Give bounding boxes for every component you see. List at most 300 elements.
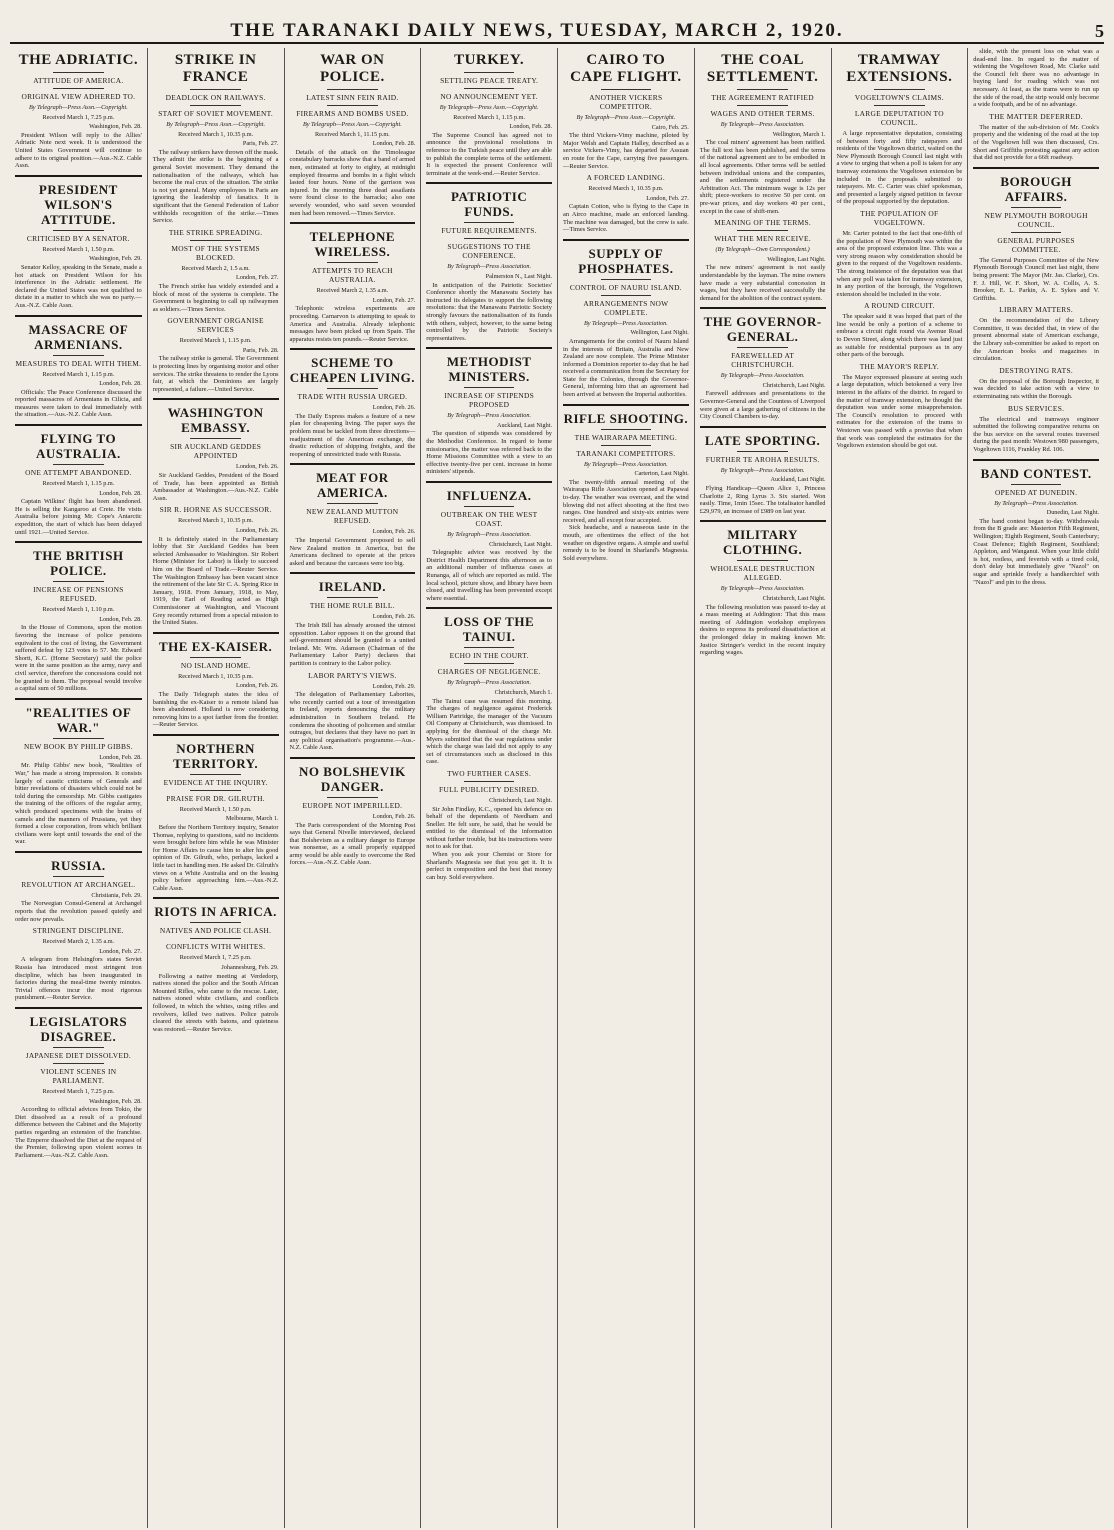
article-headline: RUSSIA. xyxy=(51,857,106,873)
article-body-wrapper xyxy=(15,956,142,1002)
article-received-time: Received March 1, 7.25 p.m. xyxy=(42,1088,115,1095)
article-body-wrapper xyxy=(700,604,826,657)
news-article xyxy=(15,926,142,1002)
news-article xyxy=(15,541,142,693)
rule xyxy=(327,503,377,504)
article-dateline: London, Feb. 27. xyxy=(372,296,416,304)
article-body: Following a native meeting at Verdedorp, natives stoned the police and the South African Mounted Rifles, who came to the rescue. Later, natives stoned white civilians, and conflicts followed, in which the whites, using rifles and revolvers, killed two natives. Police patrols cleared the streets with batons, and quietness was restored.—Reuter Service. xyxy=(152,972,279,1033)
article-body-wrapper xyxy=(153,472,279,502)
article-headline: MEAT FOR AMERICA. xyxy=(316,470,389,501)
rule xyxy=(190,922,240,923)
news-article xyxy=(426,347,552,476)
article-body-wrapper xyxy=(700,390,826,420)
rule xyxy=(190,105,240,106)
rule xyxy=(1011,484,1061,485)
rule xyxy=(327,797,377,798)
rule xyxy=(190,89,240,90)
article-body-wrapper xyxy=(15,498,142,536)
article-divider xyxy=(153,734,279,736)
article-received-time: Received March 1, 10.35 p.m. xyxy=(588,185,664,193)
rule xyxy=(737,560,787,561)
article-subheading: CRITICISED BY A SENATOR. xyxy=(26,233,130,243)
article-body-wrapper xyxy=(700,139,826,215)
article-dateline: London, Feb. 27. xyxy=(646,194,689,202)
article-credit: By Telegraph—Press Association. xyxy=(447,679,532,687)
article-headline: TELEPHONE WIRELESS. xyxy=(309,229,396,260)
article-body-wrapper xyxy=(837,313,963,359)
article-body: On the proposal of the Borough Inspector, it was decided to take action with a view to exterminating rats within the Borough. xyxy=(973,377,1099,401)
article-subheading: SETTLING PEACE TREATY. xyxy=(440,76,539,85)
news-article xyxy=(290,52,416,217)
rule xyxy=(327,262,377,263)
article-subheading: ONE ATTEMPT ABANDONED. xyxy=(25,468,132,478)
article-body-wrapper xyxy=(563,203,689,233)
article-subheading: VOGELTOWN'S CLAIMS. xyxy=(854,93,944,102)
article-divider xyxy=(426,481,552,483)
article-body-wrapper xyxy=(153,283,279,313)
article-body: Telegraphic advice was received by the District Health Department this afternoon as to an additional number of influenza cases at Runanga, all of which are reported as mild. The local school, picture show, and library have been closed, and travelling has been prevented except where essential. xyxy=(426,549,552,602)
rule xyxy=(53,230,104,231)
article-body: Mr. Carter pointed to the fact that one-fifth of the population of New Plymouth was within the area of the proposed extension line. This was a very strong reason why consideration should be given to the request of the Vogeltown residents. The strong insistence of the deputation was that when any poll was taken for tramway extension, in any portion of the borough, the Vogeltown extension should be included in the vote. xyxy=(836,229,963,298)
article-headline: THE EX-KAISER. xyxy=(159,638,273,654)
article-subheading-secondary: VIOLENT SCENES IN PARLIAMENT. xyxy=(40,1067,117,1085)
news-article xyxy=(563,52,689,170)
article-body: Officials: The Peace Conference discussed the reported massacres of Armenians in Cilicia, and measures were taken to deal immediately with the situation.—Aus.-N.Z. Cable Assn. xyxy=(15,388,142,419)
article-subheading: NO ISLAND HOME. xyxy=(180,660,251,670)
article-subheading-secondary: START OF SOVIET MOVEMENT. xyxy=(158,109,274,118)
article-subheading-secondary: CHARGES OF NEGLIGENCE. xyxy=(437,667,541,677)
article-divider xyxy=(290,222,416,224)
article-dateline: Wellington, Last Night. xyxy=(767,255,826,263)
news-article xyxy=(426,769,552,851)
article-dateline: Christchurch, March 1. xyxy=(494,688,552,696)
article-body-wrapper xyxy=(563,524,689,562)
rule xyxy=(874,105,924,106)
news-article xyxy=(290,757,416,867)
article-divider xyxy=(15,315,142,317)
rule xyxy=(190,438,240,439)
rule xyxy=(53,1063,104,1064)
rule xyxy=(53,876,104,877)
news-article xyxy=(563,524,689,562)
article-body: The following resolution was passed to-day at a mass meeting at Addington: That this mass meeting of Addington workshop employees desires to express its profound dissatisfaction at the prolonged delay in making known Mr. Justice Stringer's verdict in the recent inquiry regarding wages. xyxy=(699,603,826,657)
article-headline: THE GOVERNOR-GENERAL. xyxy=(703,314,822,345)
article-subheading: WHOLESALE DESTRUCTION ALLEGED. xyxy=(710,564,815,583)
article-received-time: Received March 1, 10.35 p.m. xyxy=(178,130,254,138)
rule xyxy=(53,1047,104,1048)
article-body: Sick headache, and a nauseous taste in the mouth, are oftentimes the effect of the hot weather on digestive organs. A simple and useful remedy is to be found in Sharland's Magnesia. Sold everywhere. xyxy=(563,524,689,562)
article-body: The Paris correspondent of the Morning Post says that General Nivelle interviewed, declared that Bolshevism as a military danger to Europe was nonsense, as a small properly equipped army would be able easily to overcome the Red forces.—Aus.-N.Z. Cable Assn. xyxy=(289,821,416,867)
article-body: Before the Northern Territory inquiry, Senator Thomas, replying to questions, said no incidents were brought before him while he was Minister for Home Affairs to cause him to alter his good opinion of Dr. Gilruth, who, perhaps, lacked a little tact in handling men. He asked Dr. Gilruth's views on a White Australia and on the leasing policy before approaching him.—Aus.-N.Z. Cable Assn. xyxy=(152,824,279,892)
article-subheading-secondary: WHAT THE MEN RECEIVE. xyxy=(714,234,811,244)
article-subheading: OPENED AT DUNEDIN. xyxy=(995,487,1078,497)
article-dateline: Christiania, Feb. 29. xyxy=(91,891,142,899)
article-headline: MILITARY CLOTHING. xyxy=(722,527,803,558)
article-dateline: London, Feb. 26. xyxy=(236,527,279,534)
article-body: The Tainui case was resumed this morning. The charges of negligence against Frederick William Partridge, the manager of the Vacuum Oil Company at Christchurch, was dismissed. In applying for the dismissal of the charge Mr. Myers submitted that the war regulations under which the charge was laid did not apply to any set of circumstances such as disclosed in this case. xyxy=(426,697,552,766)
article-divider xyxy=(153,632,279,634)
news-article xyxy=(290,348,416,458)
article-dateline: Washington, Feb. 28. xyxy=(89,1097,142,1105)
article-subheading: THE MAYOR'S REPLY. xyxy=(859,361,940,371)
article-body: The Mayor expressed pleasure at seeing such a large deputation, which betokened a very live interest in the affairs of the district. In regard to the matter of tramway extension, he thought the deputation was under some misapprehension. The Council's resolution to proceed with estimates for the extension of the trams to Westown was passed with a proviso that when that work was completed the estimates for the Vogeltown extension should be got out. xyxy=(836,373,963,450)
article-credit: By Telegraph—Press Association. xyxy=(447,263,532,271)
article-dateline: Auckland, Last Night. xyxy=(497,421,552,429)
news-column xyxy=(147,48,284,1528)
rule xyxy=(190,774,240,775)
article-body: slide, with the present loss on what was a dead-end line. In regard to the matter of widening the Vogeltown Road, Mr. Clarke said the Council felt there was no advantage in buying land for roading which was not necessary. At least, as the trams were to run up the side of the road, the strip would only become a wide footpath, and be of no advantage. xyxy=(973,48,1099,109)
article-received-time: Received March 1, 1.50 p.m. xyxy=(42,245,115,253)
news-article xyxy=(973,404,1099,454)
article-body-wrapper xyxy=(15,624,142,692)
rule xyxy=(53,355,104,356)
article-dateline: London, Feb. 27. xyxy=(99,947,142,955)
article-body-wrapper xyxy=(426,430,552,476)
article-credit: By Telegraph—Press Assn.—Copyright. xyxy=(576,114,676,121)
article-body-wrapper xyxy=(563,479,689,525)
article-body: The Imperial Government proposed to sell New Zealand mutton in America, but the Americans declined to operate at the prices asked and because the carcases were too big. xyxy=(289,537,416,567)
article-headline: LOSS OF THE TAINUI. xyxy=(444,614,535,645)
article-body: The Daily Telegraph states the idea of banishing the ex-Kaiser to a remote island has been abandoned. Holland is now considering removing him to a spot farther from the frontier.—Reuter Service. xyxy=(152,690,279,729)
article-divider xyxy=(426,347,552,349)
article-body: Flying Handicap—Queen Alice 1, Princess Charlotte 2, Ring Lyrus 3. Six started. Won easily. Time, 1min 15sec. The totalisator handled £29,979, an increase of £989 on last year. xyxy=(699,485,826,515)
article-subheading: THE MATTER DEFERRED. xyxy=(989,111,1083,121)
article-divider xyxy=(563,404,689,406)
article-headline: RIOTS IN AFRICA. xyxy=(154,904,277,920)
article-divider xyxy=(290,757,416,759)
article-headline: INFLUENZA. xyxy=(446,488,532,504)
article-divider xyxy=(15,541,142,543)
article-body-wrapper xyxy=(426,282,552,343)
article-body-wrapper xyxy=(563,338,689,399)
rule xyxy=(464,238,514,239)
rule xyxy=(464,387,514,388)
article-divider xyxy=(426,182,552,184)
article-headline: WASHINGTON EMBASSY. xyxy=(167,405,264,436)
rule xyxy=(1011,232,1061,233)
article-body-wrapper xyxy=(290,305,416,343)
article-received-time: Received March 2, 1.35 a.m. xyxy=(316,287,389,295)
article-body: The question of stipends was considered by the Methodist Conference. In regard to home missionaries, the matter was referred back to the Home Missions Committee with a view to an effective twenty-five per cent. increase in home ministers' stipends. xyxy=(426,430,552,476)
article-received-time: Received March 1, 10.35 p.m. xyxy=(178,517,254,525)
article-credit: By Telegraph—Press Assn.—Copyright. xyxy=(439,104,539,111)
article-dateline: Christchurch, Last Night. xyxy=(762,381,826,389)
article-subheading-secondary: SUGGESTIONS TO THE CONFERENCE. xyxy=(447,242,531,261)
article-dateline: London, Feb. 26. xyxy=(372,613,416,621)
article-credit: By Telegraph—Press Association. xyxy=(720,121,805,128)
article-subheading: REVOLUTION AT ARCHANGEL. xyxy=(21,879,136,889)
article-body-wrapper xyxy=(290,537,416,567)
article-dateline: Cairo, Feb. 25. xyxy=(651,123,689,131)
article-headline: LEGISLATORS DISAGREE. xyxy=(29,1014,128,1044)
article-headline: PRESIDENT WILSON'S ATTITUDE. xyxy=(38,181,118,227)
article-body: On the recommendation of the Library Committee, it was decided that, in view of the present abnormal state of American exchange, the Library sub-committee be asked to report on the American books and magazines in circulation. xyxy=(973,317,1099,363)
rule xyxy=(464,222,514,223)
news-article xyxy=(153,228,279,314)
article-divider xyxy=(290,463,416,465)
rule xyxy=(874,89,924,90)
article-headline: TURKEY. xyxy=(454,52,525,68)
news-article xyxy=(700,52,826,215)
article-subheading: CONTROL OF NAURU ISLAND. xyxy=(569,282,682,292)
article-subheading: THE WAIRARAPA MEETING. xyxy=(574,432,678,442)
article-subheading: DESTROYING RATS. xyxy=(999,365,1074,375)
article-credit: By Telegraph—Press Association. xyxy=(583,460,668,468)
article-dateline: London, Feb. 28. xyxy=(99,380,142,388)
news-article xyxy=(15,315,142,420)
article-body: Arrangements for the control of Nauru Island in the interests of Britain, Australia and New Zealand are now complete. The Prime Minister informed a Dominion reporter to-day that he had received a communication from the Secretary for State for the Colonies, through the Governor-General, informing him that an agreement had been arrived at between the Imperial authorities. xyxy=(563,337,689,399)
rule xyxy=(53,72,104,73)
rule xyxy=(190,790,240,791)
article-credit: (By Telegraph—Own Correspondent.) xyxy=(715,246,810,254)
article-headline: METHODIST MINISTERS. xyxy=(446,354,532,385)
article-headline: NO BOLSHEVIK DANGER. xyxy=(298,763,406,794)
article-dateline: Carterton, Last Night. xyxy=(634,470,689,478)
article-headline: MASSACRE OF ARMENIANS. xyxy=(28,321,129,352)
article-dateline: Washington, Feb. 29. xyxy=(89,255,142,263)
article-divider xyxy=(700,307,826,309)
rule xyxy=(601,89,651,90)
article-credit: By Telegraph—Press Association. xyxy=(583,319,668,327)
article-dateline: Paris, Feb. 28. xyxy=(242,346,279,354)
news-article xyxy=(15,52,142,170)
article-subheading-secondary: GENERAL PURPOSES COMMITTEE. xyxy=(997,235,1075,254)
rule xyxy=(737,89,787,90)
article-subheading: GOVERNMENT ORGANISE SERVICES xyxy=(167,316,264,335)
article-headline: THE BRITISH POLICE. xyxy=(33,548,124,579)
article-subheading-secondary: PRAISE FOR DR. GILRUTH. xyxy=(166,793,265,803)
article-subheading: TRADE WITH RUSSIA URGED. xyxy=(297,392,408,402)
article-body-wrapper xyxy=(973,416,1099,454)
news-article xyxy=(700,426,826,516)
masthead-title: THE TARANAKI DAILY NEWS, TUESDAY, MARCH 2, 1920. xyxy=(230,20,844,41)
article-headline: PATRIOTIC FUNDS. xyxy=(451,189,528,220)
article-headline: THE COAL SETTLEMENT. xyxy=(706,52,819,85)
article-dateline: Wellington, Last Night. xyxy=(630,329,689,337)
article-subheading: A ROUND CIRCUIT. xyxy=(864,301,935,311)
article-body: Mr. Philip Gibbs' new book, "Realities of War," has made a strong impression. It consists largely of caustic criticisms of Generals and bitter revelations of disasters which could not be told during the censorship. Mr. Gibbs castigates the training of the officers of the regular army, which produced specimens with the brains of camels and the manners of Prussians, yet they formed a close corporation, from which brilliant civilians were kept until towards the end of the war. xyxy=(15,762,142,846)
article-body-wrapper xyxy=(15,264,142,310)
article-subheading: ANOTHER VICKERS COMPETITOR. xyxy=(589,93,663,111)
article-body: The Irish Bill has already aroused the utmost opposition. Labor opposes it on the ground that self-government should be granted to a united Ireland. Mr. Wm. Adamson (Chairman of the Parliamentary Labor Party) declares that partition is contrary to the Labor policy. xyxy=(289,622,416,667)
rule xyxy=(1011,207,1061,208)
article-received-time: Received March 1, 1.50 p.m. xyxy=(179,805,252,813)
rule xyxy=(53,738,104,739)
article-dateline: London, Feb. 26. xyxy=(372,528,416,536)
rule xyxy=(464,781,514,782)
article-dateline: Washington, Feb. 28. xyxy=(89,123,142,131)
news-article xyxy=(290,463,416,567)
article-body-wrapper xyxy=(290,413,416,459)
article-body-wrapper xyxy=(153,824,279,892)
news-article xyxy=(153,505,279,626)
article-dateline: Johannesburg, Feb. 29. xyxy=(221,964,279,971)
article-body-wrapper xyxy=(290,149,416,217)
article-dateline: Christchurch, Last Night. xyxy=(489,540,552,548)
rule xyxy=(327,89,377,90)
article-body-wrapper xyxy=(973,257,1099,303)
article-subheading: MEANING OF THE TERMS. xyxy=(714,218,812,228)
article-subheading: LABOR PARTY'S VIEWS. xyxy=(308,670,397,680)
news-article xyxy=(153,734,279,893)
article-body: Farewell addresses and presentations to the Governor-General and the Countess of Liverpool were given at a large gathering of citizens in the City Council Chambers to-day. xyxy=(699,390,826,421)
news-article xyxy=(426,182,552,342)
article-dateline: London, Feb. 28. xyxy=(372,140,416,148)
article-body-wrapper xyxy=(837,230,963,298)
article-credit: By Telegraph—Press Association. xyxy=(447,412,532,420)
article-subheading: LATEST SINN FEIN RAID. xyxy=(306,93,399,102)
article-subheading: JAPANESE DIET DISSOLVED. xyxy=(25,1051,132,1060)
article-subheading: NEW BOOK BY PHILIP GIBBS. xyxy=(23,741,133,751)
article-headline: IRELAND. xyxy=(318,579,386,595)
article-subheading-secondary: NO ANNOUNCEMENT YET. xyxy=(440,92,538,101)
rule xyxy=(464,663,514,664)
article-body: It is definitely stated in the Parliamentary lobby that Sir Auckland Geddes has been selected Ambassador to Washington. Sir Robert Horne (Minister for Labor) is likely to succeed him on the Board of Trade.—Reuter Service. The Washington Embassy has been vacant since the retirement of the late Sir C. A. Spring Rice in January, 1918. From January, 1918, to May, 1919, the Earl of Reading acted as High Commissioner at Washington, and Viscount Grey recently returned from a special mission to the United States. xyxy=(152,535,279,627)
rule xyxy=(53,464,104,465)
news-article xyxy=(973,305,1099,363)
news-article xyxy=(290,222,416,343)
article-body: In anticipation of the Patriotic Societies' Conference shortly the Manawatu Society has instructed its delegates to support the following resolutions: that the Manawatu Patriotic Society strongly favours the nationalisation of its funds with others, subject, however, to the same being controlled by the Patriotic Society's representatives. xyxy=(426,281,552,342)
article-subheading: THE HOME RULE BILL. xyxy=(309,601,395,611)
article-body: The third Vickers-Vimy machine, piloted by Major Welsh and Captain Halley, described as a service Vickers-Vimy, has departed for Assuan en route for the Cape, carrying five passengers.—Reuter Service. xyxy=(563,132,689,170)
article-subheading: STRINGENT DISCIPLINE. xyxy=(32,926,124,936)
article-dateline: Palmerston N., Last Night. xyxy=(485,272,552,280)
article-credit: By Telegraph—Press Assn.—Copyright. xyxy=(28,104,128,111)
news-article xyxy=(290,572,416,667)
article-credit: By Telegraph—Press Association. xyxy=(447,531,532,539)
rule xyxy=(737,347,787,348)
article-divider xyxy=(700,426,826,428)
article-divider xyxy=(563,239,689,241)
rule xyxy=(601,295,651,296)
news-article xyxy=(973,167,1099,303)
article-body: A telegram from Helsingfors states Soviet Russia has introduced most stringent iron discipline, which has been inaugurated in factories during the meal-time twenty minutes. Trivial offences incur the most rigorous punishment.—Reuter Service. xyxy=(15,956,142,1002)
news-column xyxy=(10,48,147,1528)
article-body-wrapper xyxy=(973,378,1099,401)
article-dateline: London, Feb. 26. xyxy=(372,404,416,412)
article-received-time: Received March 1, 1.15 p.m. xyxy=(42,480,115,488)
article-body: Sir Auckland Geddes, President of the Board of Trade, has been appointed as British Ambassador at Washington.—Aus.-N.Z. Cable Assn. xyxy=(152,472,279,502)
article-subheading: OUTBREAK ON THE WEST COAST. xyxy=(440,510,538,529)
article-dateline: Christchurch, Last Night. xyxy=(762,595,826,602)
news-article xyxy=(15,698,142,846)
article-headline: THE ADRIATIC. xyxy=(18,52,139,68)
article-body: The speaker said it was hoped that part of the line would be only a portion of a scheme to embrace a circuit right round via Avenue Road to Devon Street, along which there was land just as suitable for residential purposes as in any other parts of the borough. xyxy=(836,313,963,359)
article-credit: By Telegraph—Press Assn.—Copyright. xyxy=(166,121,266,128)
article-received-time: Received March 1, 7.25 p.m. xyxy=(42,113,115,121)
article-body: The matter of the sub-division of Mr. Cook's property and the widening of the road at the top of the Vogeltown hill was then discussed, Crs. Short and Griffiths protesting against any action that did not provide for a 66ft roadway. xyxy=(973,123,1099,162)
article-body: The band contest began to-day. Withdrawals from the B grade are: Masterton Fifth Regiment, Wellington; Eighth Regiment, South Canterbury; Coast Defence; Eighth Regiment, Southland; Appleton, and Wanganui. When your little child is hot, restless, and feverish with a tired cold, don't delay but immediately give "Nazol" on sugar and sprinkle freely a handkerchief with "Nazol" and pin to the dress. xyxy=(973,517,1099,586)
article-subheading: ATTEMPTS TO REACH AUSTRALIA. xyxy=(311,266,393,285)
article-credit: By Telegraph—Press Association. xyxy=(720,585,805,593)
article-body: The twenty-fifth annual meeting of the Wairarapa Rifle Association opened at Papawai to-day. The weather was overcast, and the wind blowing did not affect shooting at the first two ranges. One hundred and sixty-six entries were received, and all except four accepted. xyxy=(563,478,689,524)
article-subheading: THE AGREEMENT RATIFIED xyxy=(711,93,814,102)
article-body-wrapper xyxy=(153,355,279,393)
news-article xyxy=(837,52,963,206)
article-body: According to official advices from Tokio, the Diet dissolved as a result of a profound difference between the Cabinet and the Majority parties regarding an extension of the franchise. The Emperor dissolved the Diet at the request of the Premier, following upon violent scenes in Parliament.—Aus.-N.Z. Cable Assn. xyxy=(15,1106,142,1159)
article-divider xyxy=(15,851,142,853)
article-body: The Norwegian Consul-General at Archangel reports that the revolution passed quietly and order now prevails. xyxy=(15,900,142,923)
article-subheading: ECHO IN THE COURT. xyxy=(449,651,529,661)
rule xyxy=(464,88,514,89)
article-divider xyxy=(153,398,279,400)
article-body-wrapper xyxy=(153,691,279,729)
article-subheading-secondary: LARGE DEPUTATION TO COUNCIL. xyxy=(854,109,944,127)
article-credit: By Telegraph—Press Association. xyxy=(720,372,805,380)
rule xyxy=(601,429,651,430)
article-body-wrapper xyxy=(290,622,416,668)
article-body-wrapper xyxy=(153,536,279,627)
article-headline: SUPPLY OF PHOSPHATES. xyxy=(578,245,674,276)
article-body-wrapper xyxy=(153,149,279,225)
article-body-wrapper xyxy=(15,132,142,170)
article-body-wrapper xyxy=(15,900,142,923)
article-subheading: DEADLOCK ON RAILWAYS. xyxy=(165,93,266,102)
article-body: The railway strikers have thrown off the mask. They admit the strike is the beginning of a general Soviet movement. They demand the nationalisation of the railways, which has become the real crux of the situation. The strike is not yet general. Many employees in Paris are ignoring the leadership of fanatics. It is significant that the General Federation of Labor withholds recognition of the strike.—Times Service. xyxy=(152,148,279,225)
article-subheading-secondary: FIREARMS AND BOMBS USED. xyxy=(296,109,409,118)
article-body-wrapper xyxy=(15,389,142,419)
article-dateline: London, Feb. 27. xyxy=(236,274,279,282)
page-number: 5 xyxy=(1095,21,1104,41)
article-body: The Supreme Council has agreed not to announce the provisional resolutions in reference to the Turkish peace until they are able to publish the complete terms of the settlement. It is expected the present Conference will terminate at the week-end.—Reuter Service. xyxy=(426,131,552,177)
article-columns xyxy=(10,48,1104,1528)
article-divider xyxy=(153,897,279,899)
rule xyxy=(327,388,377,389)
article-dateline: Christchurch, Last Night. xyxy=(489,796,552,804)
article-body: The electrical and tramways engineer submitted the following comparative returns on the bus service on the several routes traversed during the past month: Westown 980 passengers, Vogeltown 1116, Frankley Rd. 106. xyxy=(973,415,1099,453)
article-subheading: INCREASE OF STIPENDS PROPOSED xyxy=(444,391,535,410)
article-body-wrapper xyxy=(973,48,1099,109)
article-body-wrapper xyxy=(837,374,963,450)
article-body-wrapper xyxy=(973,317,1099,363)
rule xyxy=(464,506,514,507)
article-body-wrapper xyxy=(426,132,552,178)
article-dateline: Dunedin, Last Night. xyxy=(1046,509,1099,517)
article-body-wrapper xyxy=(563,132,689,170)
news-article xyxy=(15,851,142,923)
article-subheading: EUROPE NOT IMPERILLED. xyxy=(302,800,403,810)
article-credit: By Telegraph—Press Association. xyxy=(720,466,805,474)
news-article xyxy=(426,481,552,602)
news-article xyxy=(15,424,142,536)
article-headline: STRIKE IN FRANCE xyxy=(174,52,257,85)
news-column xyxy=(831,48,968,1528)
article-body: Captain Wilkins' flight has been abandoned. He is selling the Kangaroo at Crete. He visits Australia before joining Mr. Cope's Antarctic expedition, the start of which has been delayed until 1921.—United Service. xyxy=(15,498,142,536)
article-body: The coal miners' agreement has been ratified. The full text has been published, and the terms of the national agreement are to be embodied in all local agreements. Other terms will be settled between individual unions and the companies, and the settlements registered under the Arbitration Act. The minimum wage is 12s per shift; piece-workers to receive 50 per cent. on pre-war prices, and day workers 40 per cent., except in the case of shift-men. xyxy=(699,139,826,215)
rule xyxy=(190,240,240,241)
article-received-time: Received March 1, 1.15 p.m. xyxy=(179,337,252,345)
article-headline: FLYING TO AUSTRALIA. xyxy=(35,431,121,462)
article-body: The Daily Express makes a feature of a new plan for cheapening living. The paper says the problem must be tackled from three directions—readjustment of the American exchange, the drastic reduction of shipping freights, and the reopening of unrestricted trade with Russia. xyxy=(289,412,416,458)
article-subheading-secondary: MOST OF THE SYSTEMS BLOCKED. xyxy=(171,243,260,262)
rule xyxy=(464,647,514,648)
article-received-time: Received March 1, 1.15 p.m. xyxy=(42,370,115,378)
article-divider xyxy=(973,459,1099,461)
article-body: The railway strike is general. The Government is protecting lines by organising motor and other services. The strike threatens to render the Lyons fair, at which the Dominions are largely represented, a failure.—United Service. xyxy=(152,355,279,393)
article-subheading-secondary: ARRANGEMENTS NOW COMPLETE. xyxy=(583,298,669,317)
article-subheading-secondary: TARANAKI COMPETITORS. xyxy=(576,448,676,458)
article-body: A large representative deputation, consisting of between forty and fifty ratepayers and residents of the Vogeltown district, waited on the New Plymouth Borough Council last night with a view to urging that when a poll is taken for any tramway extensions the Vogeltown extension be included in the proposals submitted to ratepayers. Mr. C. Carter was chief spokesman, and presented a largely signed petition in favour of the proposal supported by the deputation. xyxy=(836,130,963,206)
article-dateline: London, Feb. 29. xyxy=(372,682,416,690)
article-received-time: Received March 2, 1.5 a.m. xyxy=(181,264,250,272)
rule xyxy=(327,105,377,106)
rule xyxy=(190,938,240,939)
rule xyxy=(53,581,104,582)
news-article xyxy=(153,52,279,225)
article-body: When you ask your Chemist or Store for Sharland's Magnesia see that you get it. It is perfect in composition and the best that money can buy. Sold everywhere. xyxy=(426,851,552,881)
article-headline: "REALITIES OF WAR." xyxy=(25,704,132,735)
article-subheading: ATTITUDE OF AMERICA. xyxy=(33,76,124,85)
